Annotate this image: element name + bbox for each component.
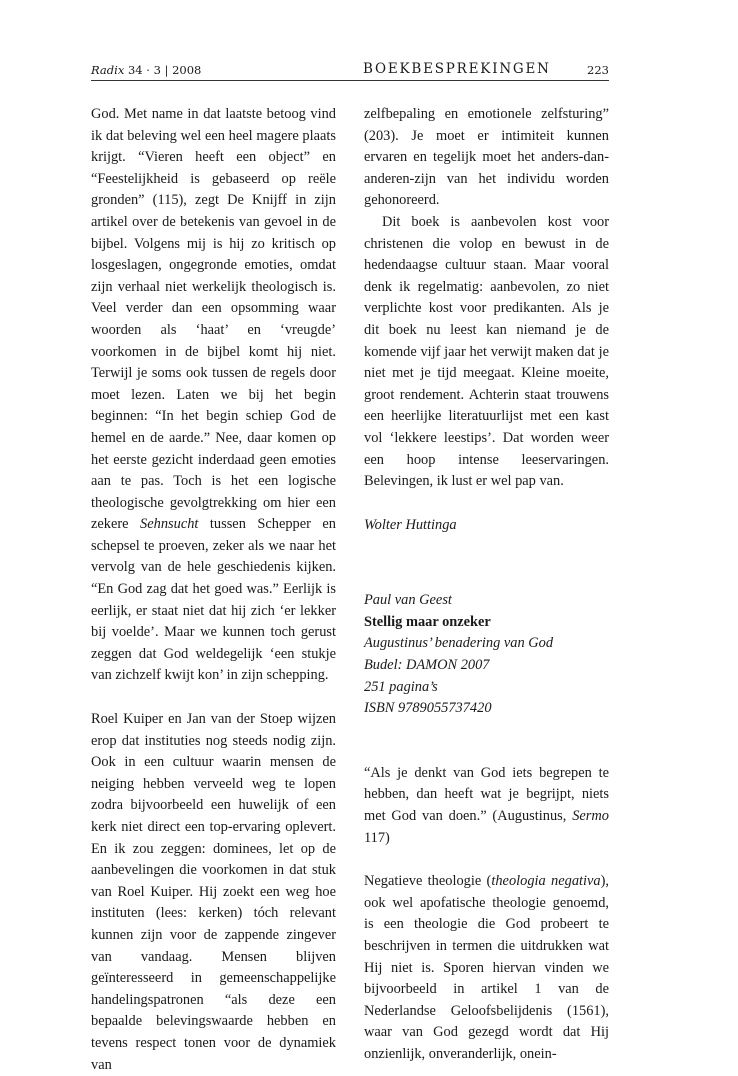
- book-author: Paul van Geest: [364, 592, 452, 609]
- book-title: Stellig maar onzeker: [364, 613, 491, 630]
- left-paragraph-2: Roel Kuiper en Jan van der Stoep wijzen erop dat instituties nog steeds nodig zijn. Ook in een cultuur waarin mensen de neiging hebben verveeld weg te lopen zodra bijvoorbeeld een huwelijk of een kerk niet direct een top-ervaring oplevert. En ik zou zeggen: dominees, let op de aanbevelingen die voorkomen in dat stuk van Roel Kuiper. Hij zoekt een weg hoe instituten (lees: kerken) tóch relevant kunnen zijn voor de zappende zingever van vandaag. Mensen blijven geïnteresseerd in gemeenschappelijke handelingspatronen “als deze een bepaalde belevingswaarde hebben en tevens respect tonen voor de dynamiek van: [91, 711, 336, 1073]
- journal-name: Radix: [91, 63, 125, 77]
- sehnsucht-term: Sehnsucht: [140, 516, 199, 533]
- running-header: [91, 60, 609, 80]
- book-isbn: ISBN 9789055737420: [364, 700, 492, 717]
- right-paragraph-3: Negatieve theologie (theologia negativa), ook wel apofatische theologie genoemd, is een theologie die God probeert te beschrijven in termen die uitdrukken wat Hij niet is. Sporen hiervan vinden we bijvoorbeeld in artikel 1 van de Nederlandse Geloofsbelijdenis (1561), waar van God gezegd wordt dat Hij onzienlijk, onveranderlijk, onein-: [364, 873, 609, 1062]
- section-title: BOEKBESPREKINGEN: [363, 61, 551, 77]
- book-pages: 251 pagina’s: [364, 678, 438, 695]
- journal-citation: [91, 63, 201, 77]
- reviewer-signature: Wolter Huttinga: [364, 516, 457, 533]
- page-number: 223: [587, 63, 609, 77]
- augustine-quote: “Als je denkt van God iets begrepen te hebben, dan heeft wat je begrijpt, niets met God van doen.” (Augustinus, Sermo 117): [364, 764, 609, 846]
- right-column: [364, 104, 609, 1066]
- left-paragraph-1: God. Met name in dat laatste betoog vind ik dat beleving wel een heel magere plaats krijgt. “Vieren heeft een object” en “Feestelijkheid is gebaseerd op reële gronden” (115), zegt De Knijff in zijn artikel over de betekenis van gevoel in de bijbel. Volgens mij is hij zo kritisch op losgeslagen, ongegronde emoties, omdat zijn verhaal niet werkelijk theologisch is. Veel verder dan een opsomming waar woorden als ‘haat’ en ‘vreugde’ voorkomen in de bijbel komt hij niet. Terwijl je soms ook tussen de regels door moet lezen. Laten we bij het begin beginnen: “In het begin schiep God de hemel en de aarde.” Nee, daar komen op het eerste gezicht inderdaad geen emoties aan te pas. Toch is het een logische theologische gevolgtrekking om hier een zekere Sehnsucht tussen Schepper en schepsel te proeven, zeker als we naar het vervolg van de hele geschiedenis kijken. “En God zag dat het goed was.” Eerlijk is eerlijk, er staat niet dat hij zich ‘er lekker bij voelde’. Maar we kunnen toch gerust zeggen dat God weldegelijk ‘een stukje van zichzelf kwijt kon’ in zijn schepping.: [91, 106, 336, 684]
- header-rule: [91, 80, 609, 81]
- journal-issue: 34 · 3 | 2008: [127, 63, 202, 77]
- book-subtitle: Augustinus’ benadering van God: [364, 635, 554, 652]
- theologia-negativa-term: theologia negativa: [491, 873, 601, 890]
- book-info: [364, 590, 609, 720]
- book-publisher: Budel: DAMON 2007: [364, 657, 490, 674]
- right-paragraph-2: Dit boek is aanbevolen kost voor christenen die volop en bewust in de hedendaagse cultuur staan. Maar vooral denk ik regelmatig: aanbevolen, zo niet verplichte kost voor predikanten. Als je dit boek nu leest kan niemand je de komende vijf jaar het verwijt maken dat je niet met je tijd meegaat. Kleine moeite, groot rendement. Achterin staat trouwens een heerlijke literatuurlijst met een kast vol ‘lekkere leestips’. Dat worden weer een hoop intense leeservaringen. Belevingen, ik lust er wel pap van.: [364, 213, 609, 490]
- left-column: [91, 104, 336, 1076]
- right-paragraph-1: zelfbepaling en emotionele zelfsturing” (203). Je moet er intimiteit kunnen ervaren en tegelijk moet het anders-dan-anderen-zijn van het individu worden gehonoreerd.: [364, 106, 609, 209]
